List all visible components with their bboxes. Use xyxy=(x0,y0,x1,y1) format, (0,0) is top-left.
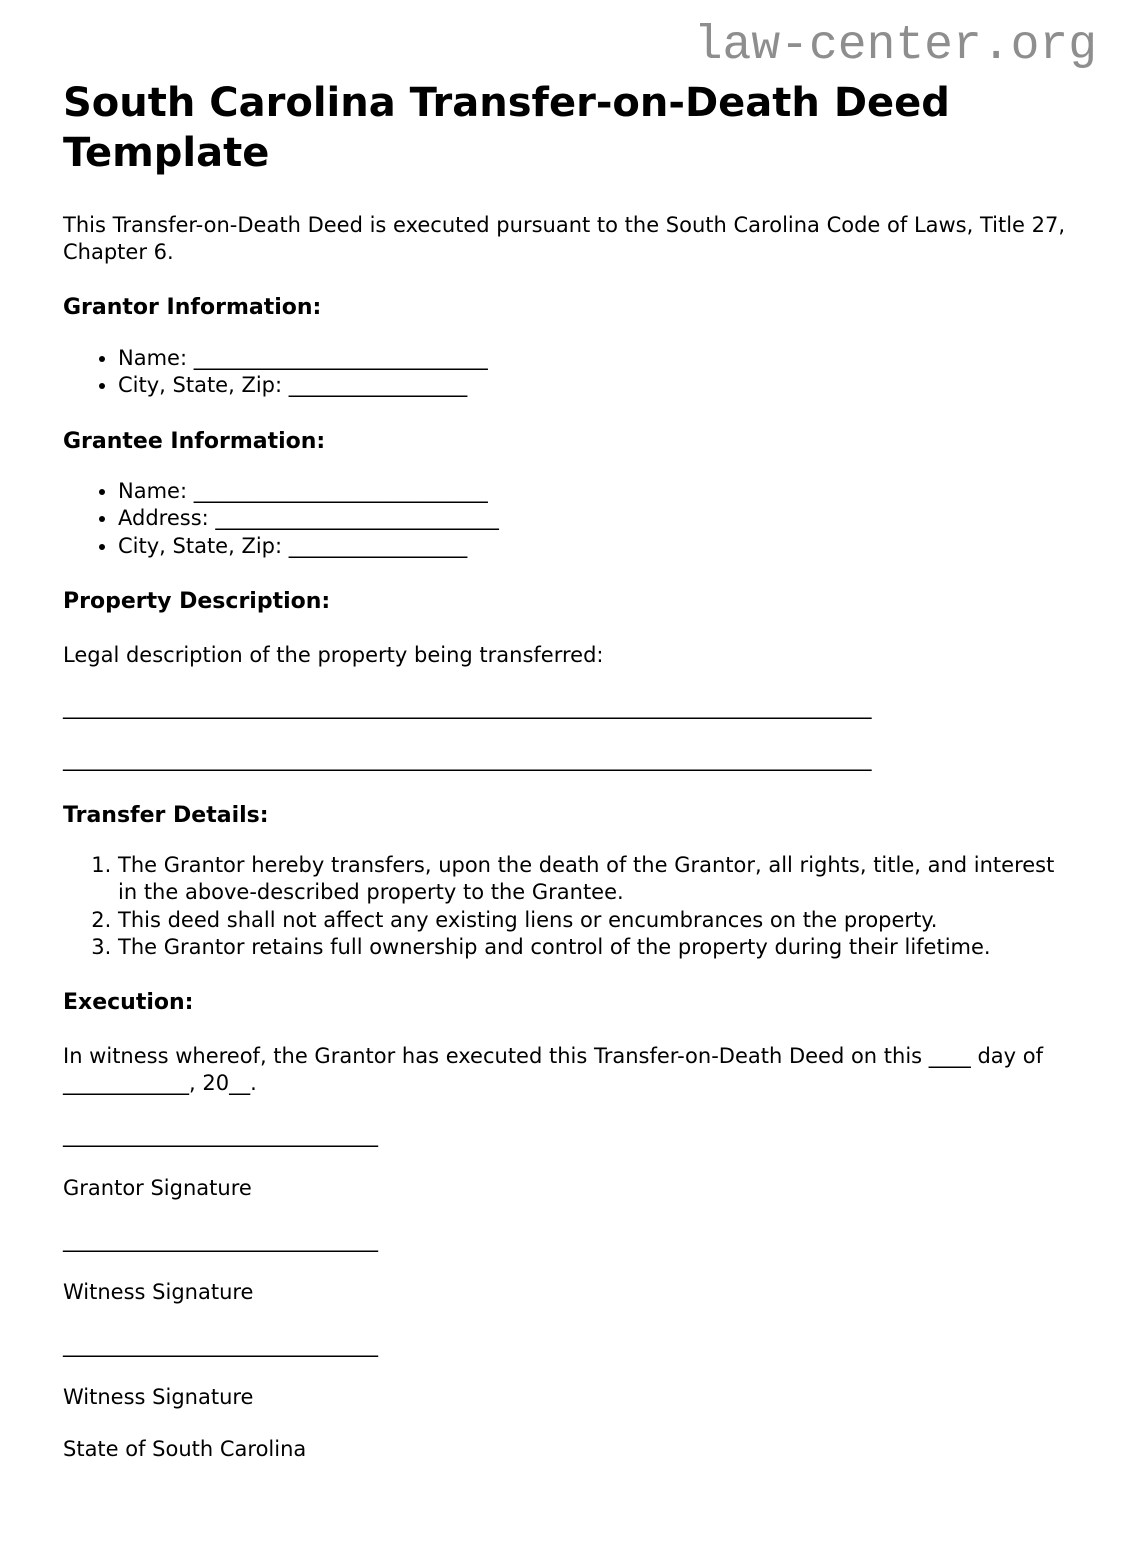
grantee-name-item xyxy=(118,478,1070,505)
grantor-signature-block xyxy=(63,1122,1070,1202)
grantor-signature-line: ______________________________ xyxy=(63,1123,378,1148)
witness-signature-line-1: ______________________________ xyxy=(63,1228,378,1253)
grantor-section-heading: Grantor Information: xyxy=(63,295,322,321)
grantor-city-state-zip-item xyxy=(118,372,1070,399)
notary-state-line: State of South Carolina xyxy=(63,1437,307,1462)
property-description-prompt: Legal description of the property being transferred: xyxy=(63,642,604,667)
grantee-city-state-zip-item xyxy=(118,533,1070,560)
grantee-city-state-zip-blank: _________________ xyxy=(288,533,468,558)
grantor-field-list xyxy=(63,345,1070,400)
grantee-address-blank: ___________________________ xyxy=(215,506,499,531)
grantor-city-state-zip-blank: _________________ xyxy=(288,373,468,398)
grantor-city-state-zip-label: City, State, Zip: xyxy=(118,373,283,398)
grantor-signature-label: Grantor Signature xyxy=(63,1175,252,1200)
grantee-name-blank: ____________________________ xyxy=(193,479,488,504)
property-blank-line-2: _____________________________________________________________________________ xyxy=(63,747,872,772)
grantor-name-blank: ____________________________ xyxy=(193,345,488,370)
witness-signature-label-1: Witness Signature xyxy=(63,1280,254,1305)
transfer-section-heading: Transfer Details: xyxy=(63,802,269,828)
page-title: South Carolina Transfer-on-Death Deed Template xyxy=(63,79,950,176)
property-blank-line-1: _____________________________________________________________________________ xyxy=(63,694,872,719)
witness-signature-line-2: ______________________________ xyxy=(63,1332,378,1357)
property-section-heading: Property Description: xyxy=(63,589,331,615)
grantee-name-label: Name: xyxy=(118,479,188,504)
transfer-detail-item-1: 1. The Grantor hereby transfers, upon the death of the Grantor, all rights, title, and interest in the above-described property to the Grantee. xyxy=(118,852,1070,907)
execution-section-heading: Execution: xyxy=(63,990,194,1016)
transfer-detail-item-3: 3. The Grantor retains full ownership and control of the property during their lifetime. xyxy=(118,934,1070,961)
grantee-address-item xyxy=(118,505,1070,532)
transfer-detail-list xyxy=(63,852,1070,961)
grantee-city-state-zip-label: City, State, Zip: xyxy=(118,533,283,558)
execution-statement: In witness whereof, the Grantor has executed this Transfer-on-Death Deed on this ____ day of ____________, 20__. xyxy=(63,1043,1044,1096)
grantee-section-heading: Grantee Information: xyxy=(63,428,326,454)
grantee-field-list xyxy=(63,478,1070,560)
witness-signature-block-2 xyxy=(63,1332,1070,1412)
grantor-name-label: Name: xyxy=(118,345,188,370)
intro-paragraph: This Transfer-on-Death Deed is executed pursuant to the South Carolina Code of Laws, Title 27, Chapter 6. xyxy=(63,212,1066,265)
transfer-detail-item-2: 2. This deed shall not affect any existing liens or encumbrances on the property. xyxy=(118,907,1070,934)
witness-signature-block-1 xyxy=(63,1227,1070,1307)
grantee-address-label: Address: xyxy=(118,506,209,531)
grantor-name-item xyxy=(118,345,1070,372)
site-logo: law-center.org xyxy=(693,19,1097,73)
witness-signature-label-2: Witness Signature xyxy=(63,1384,254,1409)
